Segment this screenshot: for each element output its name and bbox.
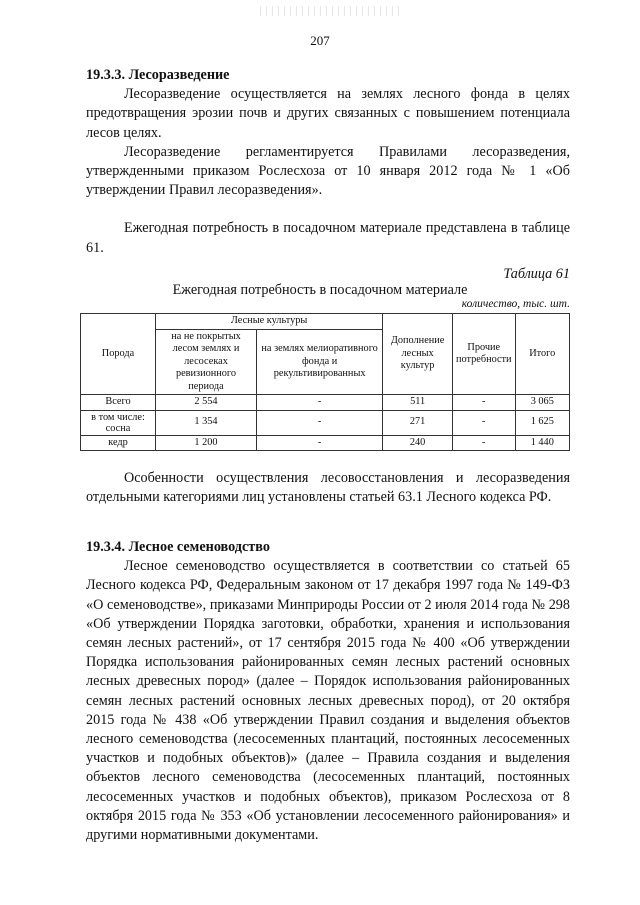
- cell-not-covered: 1 354: [155, 410, 256, 435]
- table-label: Таблица 61: [503, 266, 570, 282]
- cell-supplement: 271: [383, 410, 453, 435]
- section-afforestation: [86, 66, 570, 258]
- paragraph: Лесоразведение регламентируется Правилами лесоразведения, утвержденными приказом Рослесхоза от 10 января 2012 года № 1 «Об утверждении Правил лесоразведения».: [86, 143, 570, 199]
- section-heading: 19.3.3. Лесоразведение: [86, 67, 230, 83]
- planting-material-table: [80, 313, 570, 451]
- paragraph: Лесоразведение осуществляется на землях лесного фонда в целях предотвращения эрозии почв и других связанных с повышением потенциала лесов целях.: [86, 86, 570, 141]
- table-units: количество, тыс. шт.: [461, 298, 570, 310]
- header-total: Итого: [515, 314, 569, 395]
- section-heading: 19.3.4. Лесное семеноводство: [86, 539, 270, 555]
- paragraph: Лесное семеноводство осуществляется в соответствии со статьей 65 Лесного кодекса РФ, Федеральным законом от 17 декабря 1997 года № 149-ФЗ «О семеноводстве», приказами Минприроды России от 2 июля 2014 года № 298 «Об утверждении Порядка заготовки, обработки, хранения и использования семян лесных растений», от 17 сентября 2015 года № 400 «Об утверждении Порядка использования районированных семян лесных растений основных лесных древесных пород» (далее – Порядок использования районированных семян лесных растений основных лесных древесных пород), от 20 октября 2015 года № 438 «Об утверждении Правил создания и выделения объектов лесного семеноводства (лесосеменных плантаций, постоянных лесосеменных участков и подобных объектов)» (далее – Правила создания и выделения объектов лесного семеноводства (лесосеменных плантаций, постоянных лесосеменных участков и подобных объектов), приказом Рослесхоза от 8 октября 2015 года № 353 «Об установлении лесосеменного районирования» и другими нормативными документами.: [86, 558, 570, 844]
- cell-supplement: 511: [383, 395, 453, 411]
- cell-breed: Всего: [81, 395, 156, 411]
- cell-supplement: 240: [383, 435, 453, 451]
- paragraph: Особенности осуществления лесовосстановления и лесоразведения отдельными категориями лиц установлены статьей 63.1 Лесного кодекса РФ.: [86, 470, 570, 506]
- cell-total: 3 065: [515, 395, 569, 411]
- header-other: Прочие потребности: [452, 314, 515, 395]
- cell-reclaimed: -: [257, 410, 383, 435]
- cell-other: -: [452, 410, 515, 435]
- table-row: [81, 435, 570, 451]
- cell-not-covered: 1 200: [155, 435, 256, 451]
- header-forest-crops: Лесные культуры: [155, 314, 382, 330]
- paragraph: Ежегодная потребность в посадочном материале представлена в таблице 61.: [86, 220, 570, 256]
- table-row: [81, 395, 570, 411]
- cell-total: 1 625: [515, 410, 569, 435]
- table-row: [81, 410, 570, 435]
- cell-not-covered: 2 554: [155, 395, 256, 411]
- header-not-covered: на не покрытых лесом землях и лесосеках ревизионного периода: [155, 329, 256, 395]
- cell-reclaimed: -: [257, 435, 383, 451]
- header-reclaimed: на землях мелиоративного фонда и рекультивированных: [257, 329, 383, 395]
- section-seed-production: [86, 538, 570, 845]
- cell-reclaimed: -: [257, 395, 383, 411]
- page-number: 207: [310, 33, 330, 48]
- header-supplement: Дополнение лесных культур: [383, 314, 453, 395]
- scan-artifact: [260, 6, 400, 16]
- cell-breed: кедр: [81, 435, 156, 451]
- header-breed: Порода: [81, 314, 156, 395]
- section-after-table: [86, 469, 570, 507]
- cell-breed: в том числе: сосна: [81, 410, 156, 435]
- table-title: Ежегодная потребность в посадочном материале: [172, 282, 468, 298]
- cell-other: -: [452, 435, 515, 451]
- cell-total: 1 440: [515, 435, 569, 451]
- cell-other: -: [452, 395, 515, 411]
